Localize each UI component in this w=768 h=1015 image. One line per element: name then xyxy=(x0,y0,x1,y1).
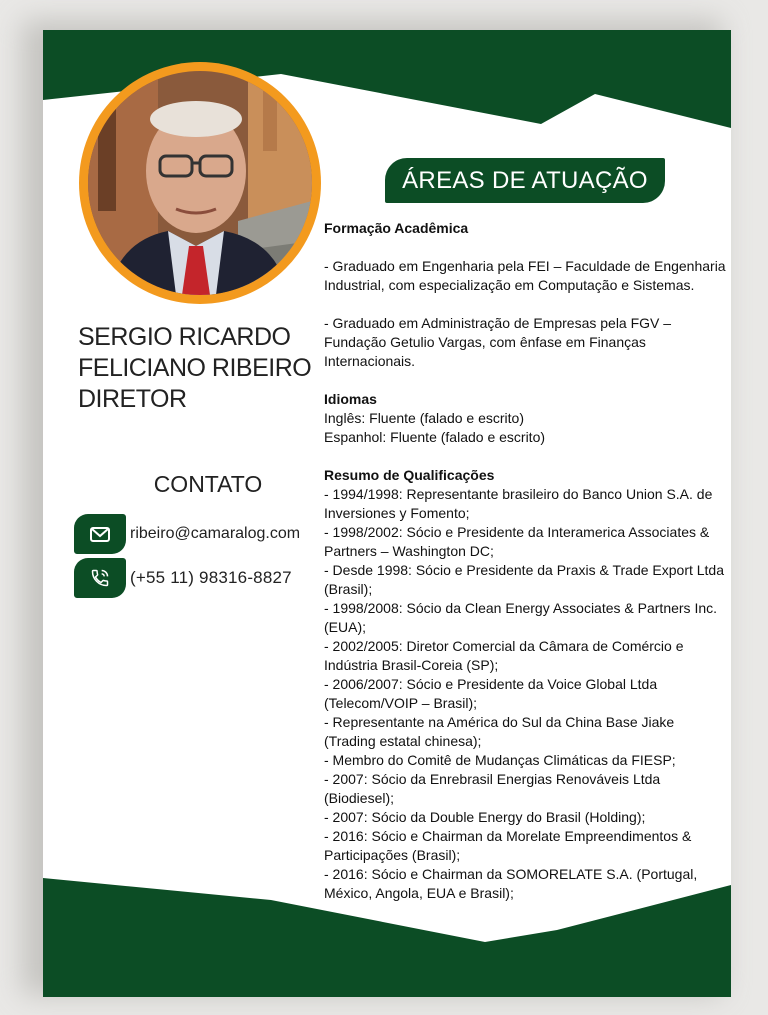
envelope-icon xyxy=(74,514,126,554)
areas-banner: ÁREAS DE ATUAÇÃO xyxy=(385,158,665,203)
qualification-item: - 1998/2002: Sócio e Presidente da Interamerica Associates & Partners – Washington DC; xyxy=(324,524,710,559)
qualification-item: - 2016: Sócio e Chairman da Morelate Empreendimentos & Participações (Brasil); xyxy=(324,828,692,863)
language-item: Inglês: Fluente (falado e escrito) xyxy=(324,410,524,426)
person-name-line1: SERGIO RICARDO xyxy=(78,323,291,351)
phone-icon xyxy=(74,558,126,598)
person-name-block xyxy=(78,322,338,415)
areas-content xyxy=(324,219,729,903)
person-role: DIRETOR xyxy=(78,385,187,413)
qualification-item: - 2006/2007: Sócio e Presidente da Voice Global Ltda (Telecom/VOIP – Brasil); xyxy=(324,676,658,711)
contact-phone[interactable]: (+55 11) 98316-8827 xyxy=(130,568,292,587)
qualification-item: - Membro do Comitê de Mudanças Climáticas da FIESP; xyxy=(324,752,676,768)
qualification-item: - 1994/1998: Representante brasileiro do Banco Union S.A. de Inversiones y Fomento; xyxy=(324,486,713,521)
qualification-item: - 2016: Sócio e Chairman da SOMORELATE S.A. (Portugal, México, Angola, EUA e Brasil); xyxy=(324,866,698,901)
qualification-item: - 1998/2008: Sócio da Clean Energy Associates & Partners Inc. (EUA); xyxy=(324,600,718,635)
resume-sheet xyxy=(43,30,731,997)
qualification-item: - Desde 1998: Sócio e Presidente da Praxis & Trade Export Ltda (Brasil); xyxy=(324,562,725,597)
languages-heading: Idiomas xyxy=(324,391,377,407)
contact-email-row[interactable] xyxy=(74,514,300,554)
qualification-item: - Representante na América do Sul da China Base Jiake (Trading estatal chinesa); xyxy=(324,714,675,749)
qualification-item: - 2002/2005: Diretor Comercial da Câmara de Comércio e Indústria Brasil-Coreia (SP); xyxy=(324,638,684,673)
qualification-item: - 2007: Sócio da Double Energy do Brasil (Holding); xyxy=(324,809,646,825)
language-item: Espanhol: Fluente (falado e escrito) xyxy=(324,429,546,445)
contact-title: CONTATO xyxy=(153,471,263,497)
qualifications-heading: Resumo de Qualificações xyxy=(324,467,495,483)
profile-photo-frame xyxy=(79,62,321,304)
portrait-illustration xyxy=(88,71,312,295)
contact-phone-row[interactable] xyxy=(74,558,292,598)
education-item: - Graduado em Engenharia pela FEI – Faculdade de Engenharia Industrial, com especialização em Computação e Sistemas. xyxy=(324,258,726,293)
education-heading: Formação Acadêmica xyxy=(324,220,469,236)
education-item: - Graduado em Administração de Empresas pela FGV – Fundação Getulio Vargas, com ênfase em Finanças Internacionais. xyxy=(324,315,672,369)
contact-email[interactable]: ribeiro@camaralog.com xyxy=(130,525,301,542)
qualification-item: - 2007: Sócio da Enrebrasil Energias Renováveis Ltda (Biodiesel); xyxy=(324,771,661,806)
person-name-line2: FELICIANO RIBEIRO xyxy=(78,354,312,382)
portrait-photo xyxy=(88,71,312,295)
